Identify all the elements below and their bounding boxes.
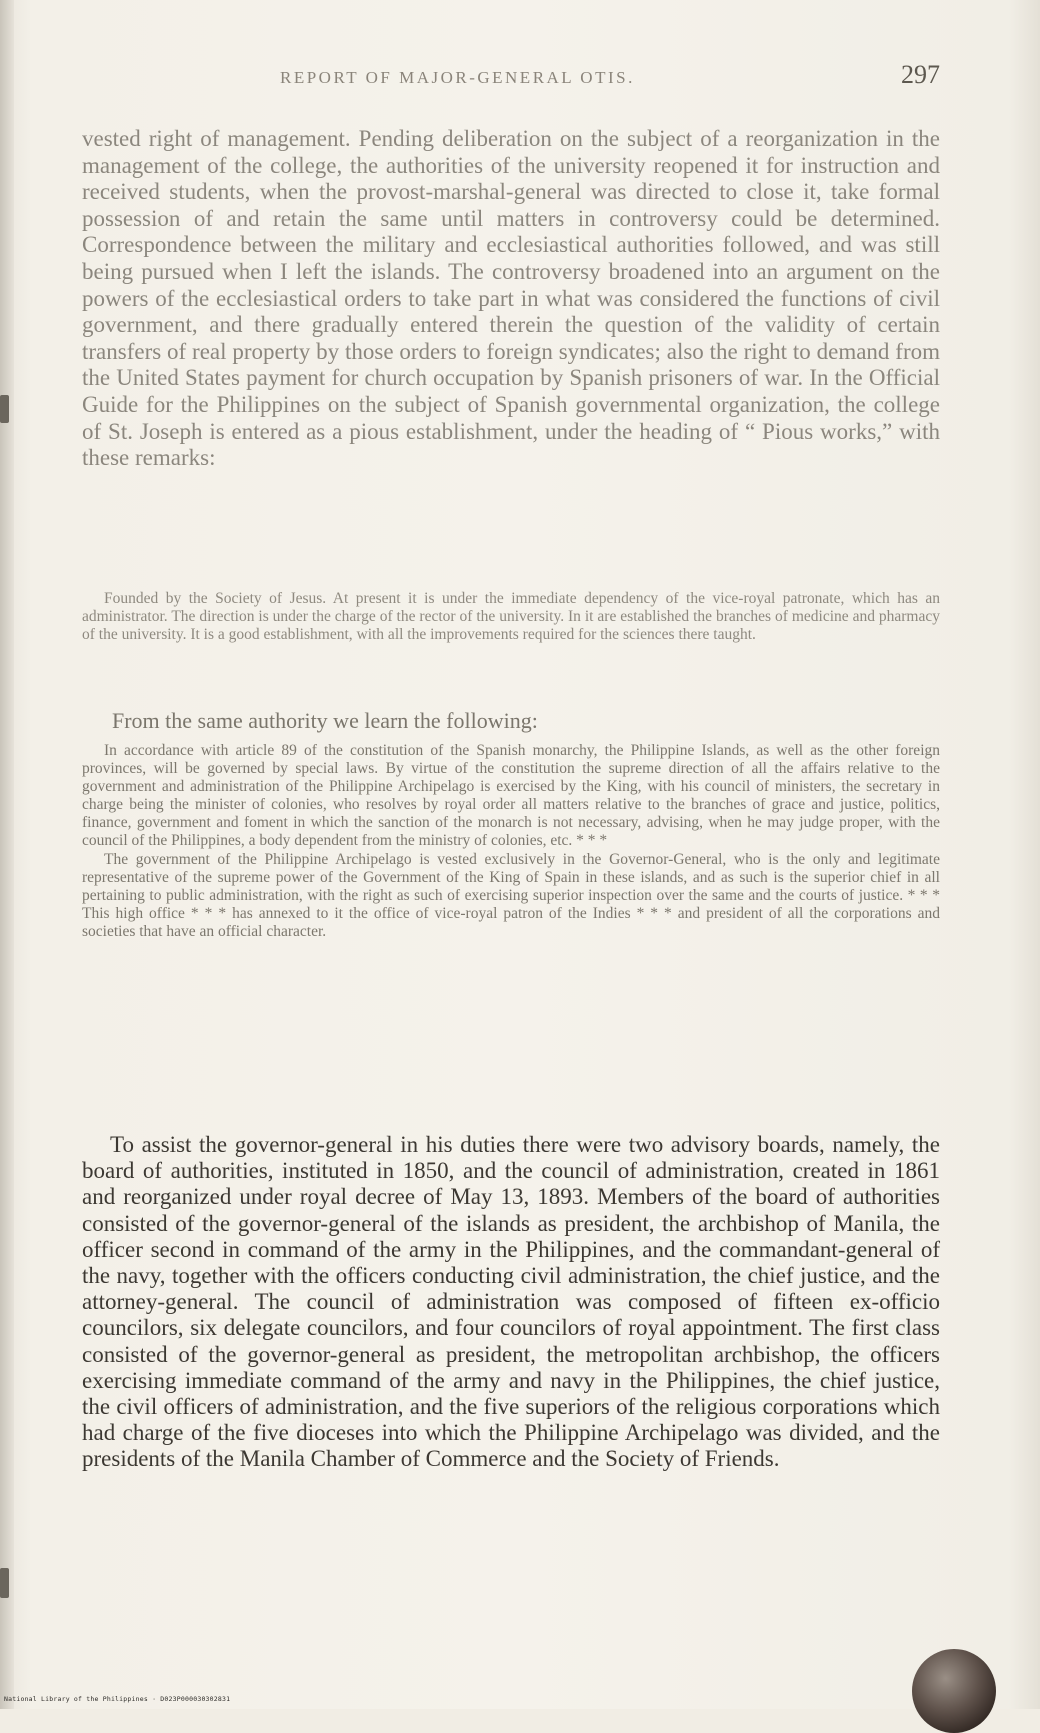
page-header [80, 60, 940, 96]
page-number: 297 [901, 60, 940, 89]
section-intro-line: From the same authority we learn the following: [112, 708, 538, 733]
book-spine-edge [0, 0, 14, 1709]
quote-paragraph: In accordance with article 89 of the constitution of the Spanish monarchy, the Philippine Islands, as well as the other foreign provinces, will be governed by special laws. By virtue of the constitution the supreme direction of all the affairs relative to the government and administration of the Philippine Archipelago is exercised by the King, with his council of ministers, the secretary in charge being the minister of colonies, who resolves by royal order all matters relative to the branches of grace and justice, politics, finance, government and foment in which the sanction of the monarch is not necessary, advising, when he may judge proper, with the council of the Philippines, a body dependent from the ministry of colonies, etc. * * * [82, 742, 940, 850]
body-paragraph: To assist the governor-general in his duties there were two advisory boards, namely, the board of authorities, instituted in 1850, and the council of administration, created in 1861 and reorganized under royal decree of May 13, 1893. Members of the board of authorities consisted of the governor-general of the islands as president, the archbishop of Manila, the officer second in command of the army in the Philippines, and the commandant-general of the navy, together with the officers conducting civil administration, the chief justice, and the attorney-general. The council of administration was composed of fifteen ex-officio councilors, six delegate councilors, and four councilors of royal appointment. The first class consisted of the governor-general as president, the metropolitan archbishop, the officers exercising immediate command of the army and navy in the Philippines, the chief justice, the civil officers of administration, and the five superiors of the religious corporations which had charge of the five dioceses into which the Philippine Archipelago was divided, and the presidents of the Manila Chamber of Commerce and the Society of Friends. [82, 1132, 940, 1472]
spine-tab-mark [0, 1568, 9, 1598]
thumb-image [912, 1649, 996, 1733]
scan-credit: National Library of the Philippines · D023P000030302831 [4, 1695, 231, 1703]
quote-text: Founded by the Society of Jesus. At present it is under the immediate dependency of the vice-royal patronate, which has an administrator. The direction is under the charge of the rector of the university. In it are established the branches of medicine and pharmacy of the university. It is a good establishment, with all the improvements required for the sciences there taught. [82, 590, 940, 644]
spine-tab-mark [0, 395, 9, 423]
block-quote [82, 590, 940, 645]
running-head: REPORT OF MAJOR-GENERAL OTIS. [280, 68, 635, 87]
block-quote [82, 742, 940, 941]
quote-paragraph: The government of the Philippine Archipelago is vested exclusively in the Governor-General, who is the only and legitimate representative of the supreme power of the Government of the King of Spain in these islands, and as such is the superior chief in all pertaining to public administration, with the right as such of exercising superior inspection over the same and the courts of justice. * * * This high office * * * has annexed to it the office of vice-royal patron of the Indies * * * and president of all the corporations and societies that have an official character. [82, 850, 940, 940]
body-paragraph: vested right of management. Pending deliberation on the subject of a reorganization in the management of the college, the authorities of the university reopened it for instruction and received students, when the provost-marshal-general was directed to close it, take formal possession of and retain the same until matters in controversy could be determined. Correspondence between the military and ecclesiastical authorities followed, and was still being pursued when I left the islands. The controversy broadened into an argument on the powers of the ecclesiastical orders to take part in what was considered the functions of civil government, and there gradually entered therein the question of the validity of certain transfers of real property by those orders to foreign syndicates; also the right to demand from the United States payment for church occupation by Spanish prisoners of war. In the Official Guide for the Philippines on the subject of Spanish governmental organization, the college of St. Joseph is entered as a pious establishment, under the heading of “ Pious works,” with these remarks: [82, 126, 940, 471]
